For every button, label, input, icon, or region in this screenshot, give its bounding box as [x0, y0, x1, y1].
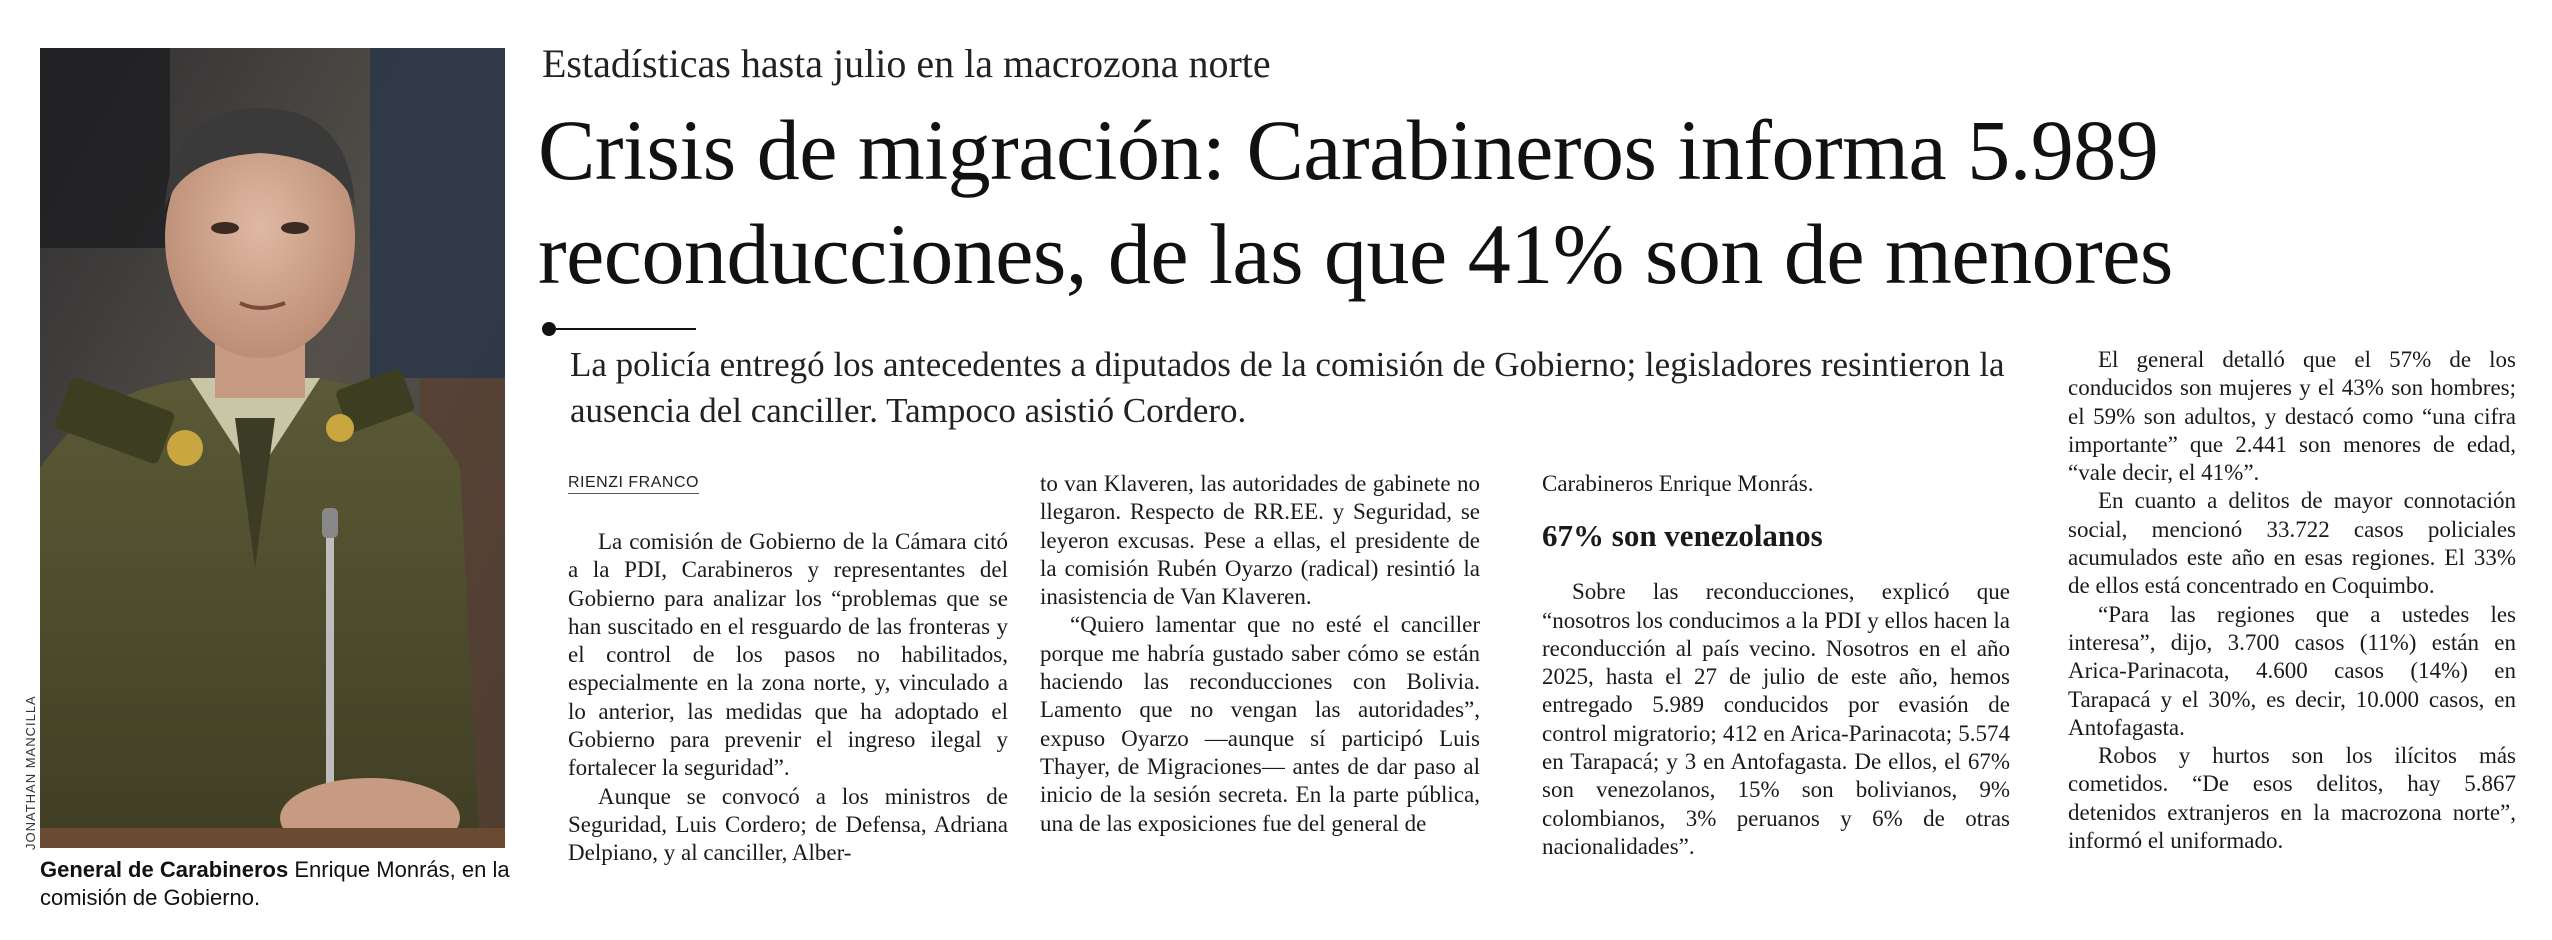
paragraph: Robos y hurtos son los ilícitos más cometidos. “De esos delitos, hay 5.867 detenidos extranjeros en la macrozona norte”, informó el uniformado.	[2068, 743, 2516, 854]
kicker: Estadísticas hasta julio en la macrozona norte	[542, 41, 1271, 86]
article-column-1	[568, 528, 1008, 868]
article-column-2	[1040, 470, 1480, 838]
photo-credit-text: JONATHAN MANCILLA	[23, 695, 38, 850]
article-column-3	[1542, 470, 2010, 861]
paragraph: “Quiero lamentar que no esté el canciller porque me habría gustado saber cómo se están haciendo las reconducciones con Bolivia. Lamento que no vengan las autoridades”, expuso Oyarzo —aunque sí participó Luis Thayer, de Migraciones— antes de dar paso al inicio de la sesión secreta. En la parte pública, una de las exposiciones fue del general de	[1040, 612, 1480, 836]
general-portrait-image	[40, 48, 505, 848]
paragraph: El general detalló que el 57% de los conducidos son mujeres y el 43% son hombres; el 59% son adultos, y destacó como “una cifra importante” que 2.441 son menores de edad, “vale decir, el 41%”.	[2068, 347, 2516, 486]
news-photo	[40, 48, 505, 848]
paragraph: “Para las regiones que a ustedes les interesa”, dijo, 3.700 casos (11%) están en Arica-Parinacota, 4.600 casos (14%) en Tarapacá y el 30%, es decir, 10.000 casos, en Antofagasta.	[2068, 601, 2516, 740]
section-heading: 67% son venezolanos	[1542, 518, 1823, 554]
paragraph: La comisión de Gobierno de la Cámara citó a la PDI, Carabineros y representantes del Gobierno para analizar los “problemas que se han suscitado en el resguardo de las fronteras y el control de los pasos no habilitados, especialmente en la zona norte, y, vinculado a lo anterior, las medidas que ha adoptado el Gobierno para prevenir el ingreso ilegal y fortalecer la seguridad”.	[568, 529, 1008, 781]
paragraph: En cuanto a delitos de mayor connotación social, mencionó 33.722 casos policiales acumulados este año en esas regiones. El 33% de ellos está concentrado en Coquimbo.	[2068, 488, 2516, 599]
photo-credit	[23, 660, 43, 850]
caption-bold: General de Carabineros	[40, 857, 289, 882]
headline: Crisis de migración: Carabineros informa 5.989 reconducciones, de las que 41% son de menores	[538, 102, 2173, 302]
paragraph: Sobre las reconducciones, explicó que “nosotros los conducimos a la PDI y ellos hacen la reconducción al país vecino. Nosotros en el año 2025, hasta el 27 de julio de este año, hemos entregado 5.989 conducidos por evasión de control migratorio; 412 en Arica-Parinacota; 5.574 en Tarapacá; y 3 en Antofagasta. De ellos, el 67% son venezolanos, 15% son bolivianos, 9% colombianos, 3% peruanos y 6% de otras nacionalidades”.	[1542, 579, 2010, 859]
byline: RIENZI FRANCO	[568, 474, 699, 494]
photo-caption	[40, 856, 510, 912]
rule-line	[556, 328, 696, 330]
paragraph: Carabineros Enrique Monrás.	[1542, 471, 1814, 496]
subhead: La policía entregó los antecedentes a diputados de la comisión de Gobierno; legisladores resintieron la ausencia del canciller. Tampoco asistió Cordero.	[570, 345, 2005, 430]
caption-rest: Enrique Monrás, en la comisión de Gobierno.	[40, 857, 510, 910]
article-column-4	[2068, 346, 2516, 855]
paragraph: to van Klaveren, las autoridades de gabinete no llegaron. Respecto de RR.EE. y Seguridad, se leyeron excusas. Pese a ellas, el presidente de la comisión Rubén Oyarzo (radical) resintió la inasistencia de Van Klaveren.	[1040, 471, 1480, 610]
paragraph: Aunque se convocó a los ministros de Seguridad, Luis Cordero; de Defensa, Adriana Delpiano, y al canciller, Alber-	[568, 783, 1008, 866]
rule-dot	[542, 322, 556, 336]
